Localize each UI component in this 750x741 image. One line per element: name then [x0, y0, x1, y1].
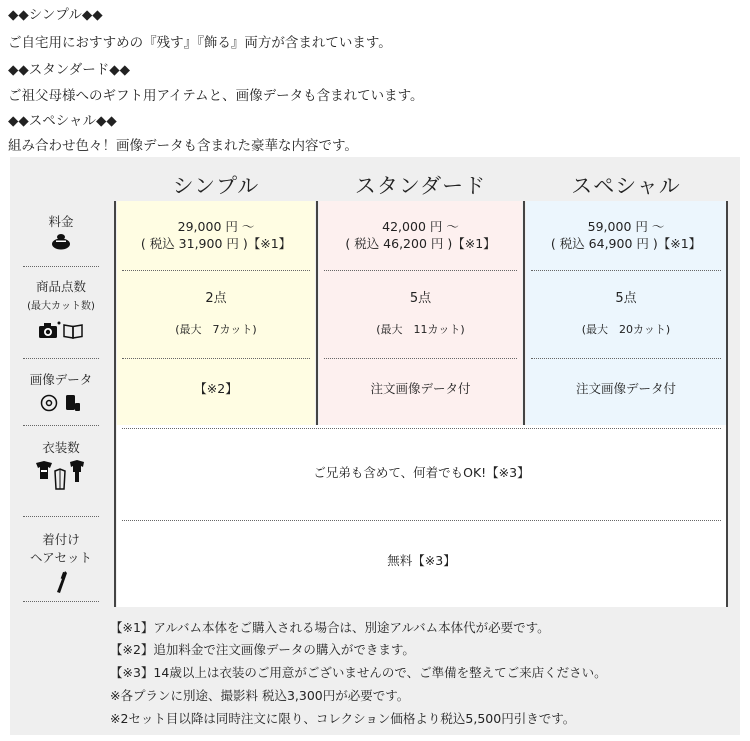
row-divider [122, 358, 310, 359]
row-label-dressing: 着付け [42, 532, 80, 547]
column-divider [726, 201, 728, 607]
merged-rows-bg [117, 425, 726, 607]
intro-text-special: 組み合わせ色々！画像データも含まれた豪華な内容です。 [8, 138, 358, 154]
row-divider [324, 270, 517, 271]
plan-name-simple: シンプル [172, 174, 260, 198]
items-standard: 5点 [409, 291, 432, 306]
row-label-costume: 衣装数 [42, 440, 80, 455]
row-divider [324, 358, 517, 359]
price-tax-simple: ( 税込 31,900 円 )【※1】 [140, 236, 292, 251]
column-divider [316, 201, 318, 425]
note-5: ※2セット目以降は同時注文に限り、コレクション価格より税込5,500円引きです。 [110, 711, 576, 726]
column-divider [523, 201, 525, 425]
intro-text-standard: ご祖父母様へのギフト用アイテムと、画像データも含まれています。 [8, 88, 424, 104]
image-data-special: 注文画像データ付 [575, 381, 676, 396]
image-data-simple: 【※2】 [194, 381, 238, 396]
row-label-hairset: ヘアセット [29, 550, 92, 565]
row-label-items: 商品点数 [35, 279, 86, 294]
max-cuts-standard: (最大 11カット) [376, 323, 465, 336]
price-standard: 42,000 円 ～ [382, 219, 459, 234]
row-divider [23, 601, 99, 602]
disc-phone-icon [40, 393, 84, 413]
intro-heading-special: ◆◆スペシャル◆◆ [8, 113, 117, 129]
price-tax-standard: ( 税込 46,200 円 )【※1】 [345, 236, 496, 251]
note-4: ※各プランに別途、撮影料 税込3,300円が必要です。 [110, 688, 410, 703]
comb-icon [56, 570, 68, 594]
max-cuts-special: (最大 20カット) [581, 323, 671, 336]
plan-name-special: スペシャル [571, 174, 681, 198]
items-special: 5点 [615, 291, 637, 306]
price-tax-special: ( 税込 64,900 円 )【※1】 [550, 236, 702, 251]
plan-name-standard: スタンダード [354, 174, 487, 198]
row-divider [23, 266, 99, 267]
intro-heading-standard: ◆◆スタンダード◆◆ [8, 62, 130, 78]
row-label-items-sub: (最大カット数) [27, 301, 95, 312]
note-3: 【※3】14歳以上は衣装のご用意がございませんので、ご準備を整えてご来店ください。 [110, 665, 607, 680]
price-special: 59,000 円 ～ [587, 219, 665, 234]
row-divider [122, 270, 310, 271]
money-bag-icon [51, 232, 71, 250]
intro-text-simple: ご自宅用におすすめの『残す』『飾る』両方が含まれています。 [8, 35, 392, 51]
kimono-icon [34, 459, 90, 491]
row-divider [122, 520, 721, 521]
row-divider [531, 358, 721, 359]
row-divider [531, 270, 721, 271]
image-data-standard: 注文画像データ付 [370, 381, 471, 396]
note-2: 【※2】追加料金で注文画像データの購入ができます。 [110, 642, 415, 657]
row-divider [23, 516, 99, 517]
row-divider [122, 428, 721, 429]
row-divider [23, 425, 99, 426]
camera-book-icon [38, 320, 86, 340]
column-divider [114, 201, 116, 607]
row-divider [23, 358, 99, 359]
items-simple: 2点 [205, 291, 227, 306]
intro-heading-simple: ◆◆シンプル◆◆ [8, 7, 103, 23]
dressing-value: 無料【※3】 [387, 553, 456, 568]
row-label-price: 料金 [48, 214, 74, 229]
note-1: 【※1】アルバム本体をご購入される場合は、別途アルバム本体代が必要です。 [110, 620, 550, 635]
row-label-image-data: 画像データ [29, 372, 93, 387]
price-simple: 29,000 円 ～ [177, 219, 255, 234]
costume-value: ご兄弟も含めて、何着でもOK!【※3】 [313, 465, 530, 480]
max-cuts-simple: (最大 7カット) [175, 323, 257, 336]
